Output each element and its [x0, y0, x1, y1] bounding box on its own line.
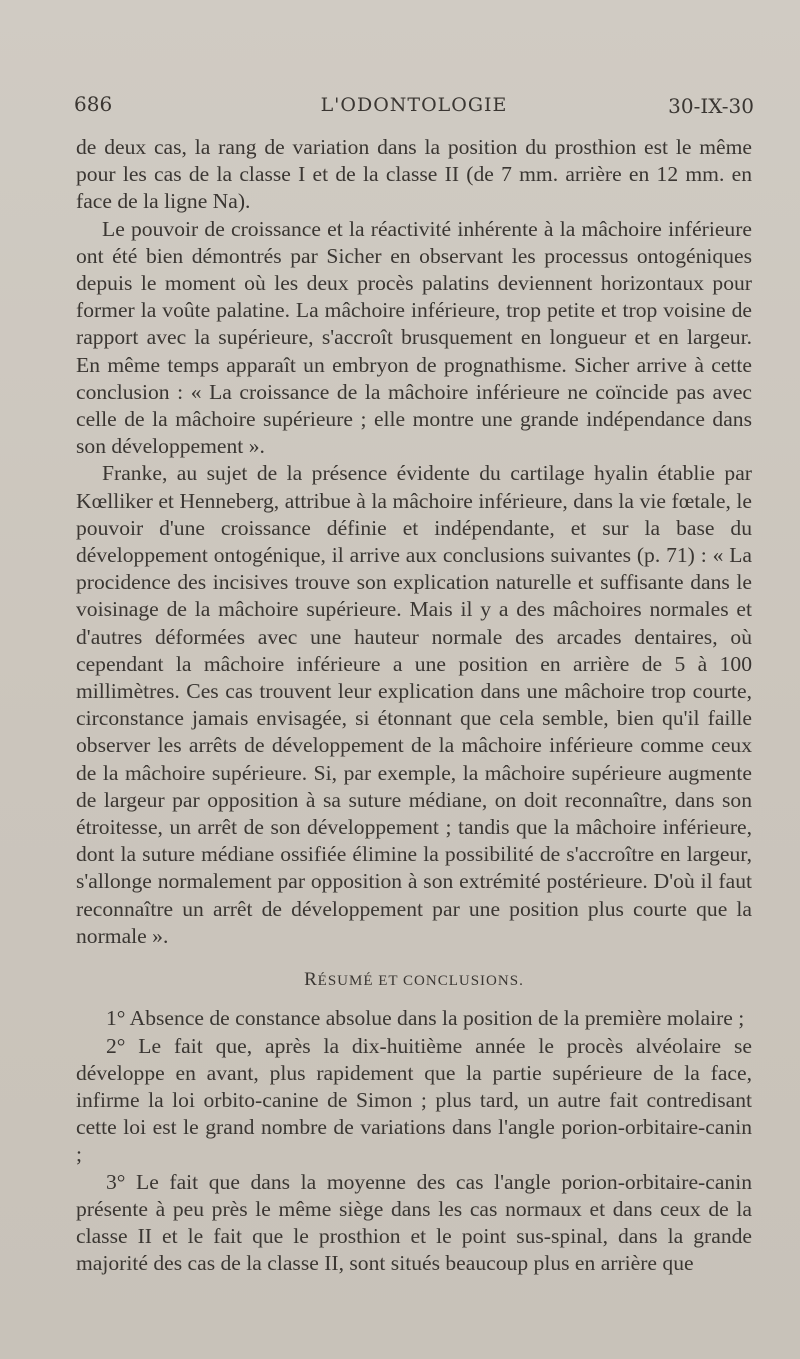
conclusion-item: 2° Le fait que, après la dix-huitième année le procès alvéolaire se développe en avant, plus rapidement que la partie supérieure de la face, infirme la loi orbito-canine de Simon ; plus tard, un autre fait contredisant cette loi est le grand nombre de variations dans l'angle porion-orbitaire-canin ; [76, 1033, 752, 1167]
paragraph: de deux cas, la rang de variation dans la position du prosthion est le même pour les cas de la classe I et de la classe II (de 7 mm. arrière en 12 mm. en face de la ligne Na). [76, 135, 752, 214]
body-text [76, 134, 752, 1277]
issue-date: 30-IX-30 [668, 94, 754, 118]
paragraph: Franke, au sujet de la présence évidente du cartilage hyalin établie par Kœlliker et Henneberg, attribue à la mâchoire inférieure, dans la vie fœtale, le pouvoir d'une croissance définie et indépendante, et sur la base du développement ontogénique, il arrive aux conclusions suivantes (p. 71) : « La procidence des incisives trouve son explication naturelle et suffisante dans le voisinage de la mâchoire supérieure. Mais il y a des mâchoires normales et d'autres déformées avec une hauteur normale des arcades dentaires, où cependant la mâchoire inférieure a une position en arrière de 5 à 100 millimètres. Ces cas trouvent leur explication dans une mâchoire trop courte, circonstance jamais envisagée, si étonnant que cela semble, bien qu'il faille observer les arrêts de développement de la mâchoire inférieure comme ceux de la mâchoire supérieure. Si, par exemple, la mâchoire supérieure augmente de largeur par opposition à sa suture médiane, on doit reconnaître, dans son étroitesse, un arrêt de son développement ; tandis que la mâchoire inférieure, dont la suture médiane ossifiée élimine la possibilité de s'accroître en largeur, s'allonge normalement par opposition à son extrémité postérieure. D'où il faut reconnaître un arrêt de développement par une position plus courte que la normale ». [76, 461, 752, 948]
section-heading-initial: R [304, 969, 318, 991]
conclusion-item: 3° Le fait que dans la moyenne des cas l'angle porion-orbitaire-canin présente à peu près le même siège dans les cas normaux et dans ceux de la classe II et le fait que le prosthion et le point sus-spinal, dans la grande majorité des cas de la classe II, sont situés beaucoup plus en arrière que [76, 1169, 752, 1276]
section-heading-rest: ÉSUMÉ ET CONCLUSIONS. [317, 973, 524, 990]
conclusion-item: 1° Absence de constance absolue dans la position de la première molaire ; [106, 1006, 745, 1031]
running-header [74, 92, 754, 122]
page-number: 686 [74, 92, 113, 116]
running-title: L'ODONTOLOGIE [320, 94, 508, 116]
paragraph: Le pouvoir de croissance et la réactivité inhérente à la mâchoire inférieure ont été bien démontrés par Sicher en observant les processus ontogéniques depuis le moment où les deux procès palatins deviennent horizontaux pour former la voûte palatine. La mâchoire inférieure, trop petite et trop voisine de rapport avec la supérieure, s'accroît brusquement en longueur et en largeur. En même temps apparaît un embryon de prognathisme. Sicher arrive à cette conclusion : « La croissance de la mâchoire inférieure ne coïncide pas avec celle de la mâchoire supérieure ; elle montre une grande indépendance dans son développement ». [76, 216, 752, 459]
section-heading [76, 966, 752, 995]
